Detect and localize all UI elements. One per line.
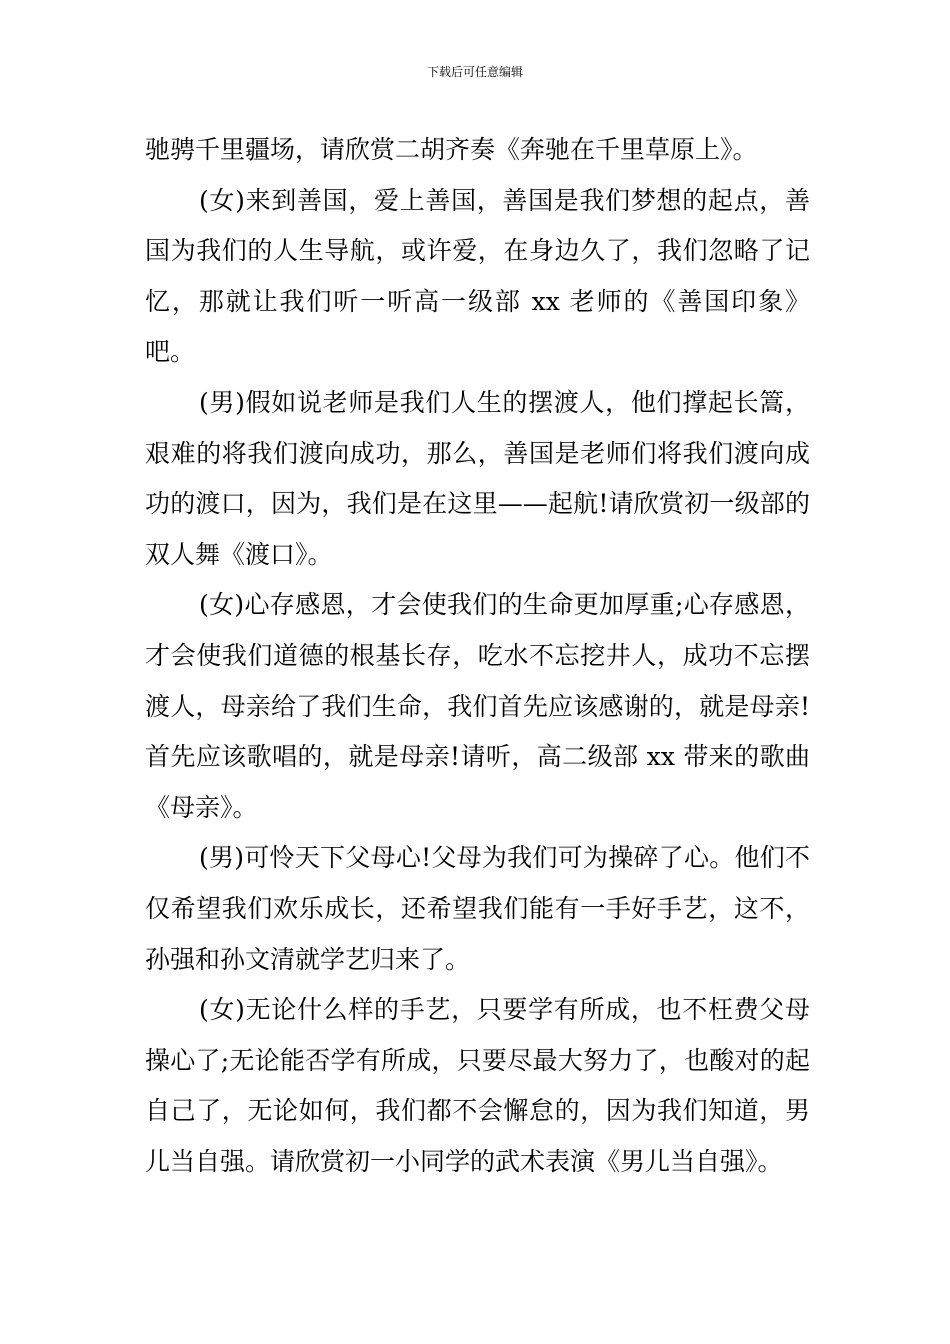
- paragraph-male-host-1: (男)假如说老师是我们人生的摆渡人，他们撑起长篙，艰难的将我们渡向成功，那么，善国是老师们将我们渡向成功的渡口，因为，我们是在这里——起航!请欣赏初一级部的双人舞《渡口》。: [145, 387, 810, 569]
- document-body: [145, 125, 810, 1187]
- paragraph-female-host-3: (女)无论什么样的手艺，只要学有所成，也不枉费父母操心了;无论能否学有所成，只要尽最大努力了，也酸对的起自己了，无论如何，我们都不会懈怠的，因为我们知道，男儿当自强。请欣赏初一小同学的武术表演《男儿当自强》。: [145, 995, 810, 1176]
- paragraph-female-host-1: (女)来到善国，爱上善国，善国是我们梦想的起点，善国为我们的人生导航，或许爱，在身边久了，我们忽略了记忆，那就让我们听一听高一级部 xx 老师的《善国印象》吧。: [145, 185, 810, 367]
- paragraph-female-host-2: (女)心存感恩，才会使我们的生命更加厚重;心存感恩，才会使我们道德的根基长存，吃水不忘挖井人，成功不忘摆渡人，母亲给了我们生命，我们首先应该感谢的，就是母亲!首先应该歌唱的，就是母亲!请听，高二级部 xx 带来的歌曲《母亲》。: [145, 590, 810, 822]
- paragraph-male-host-2: (男)可怜天下父母心!父母为我们可为操碎了心。他们不仅希望我们欢乐成长，还希望我们能有一手好手艺，这不，孙强和孙文清就学艺归来了。: [145, 843, 810, 974]
- paragraph-continuation: 驰骋千里疆场，请欣赏二胡齐奏《奔驰在千里草原上》。: [145, 135, 758, 164]
- page-header-note: 下载后可任意编辑: [426, 65, 523, 79]
